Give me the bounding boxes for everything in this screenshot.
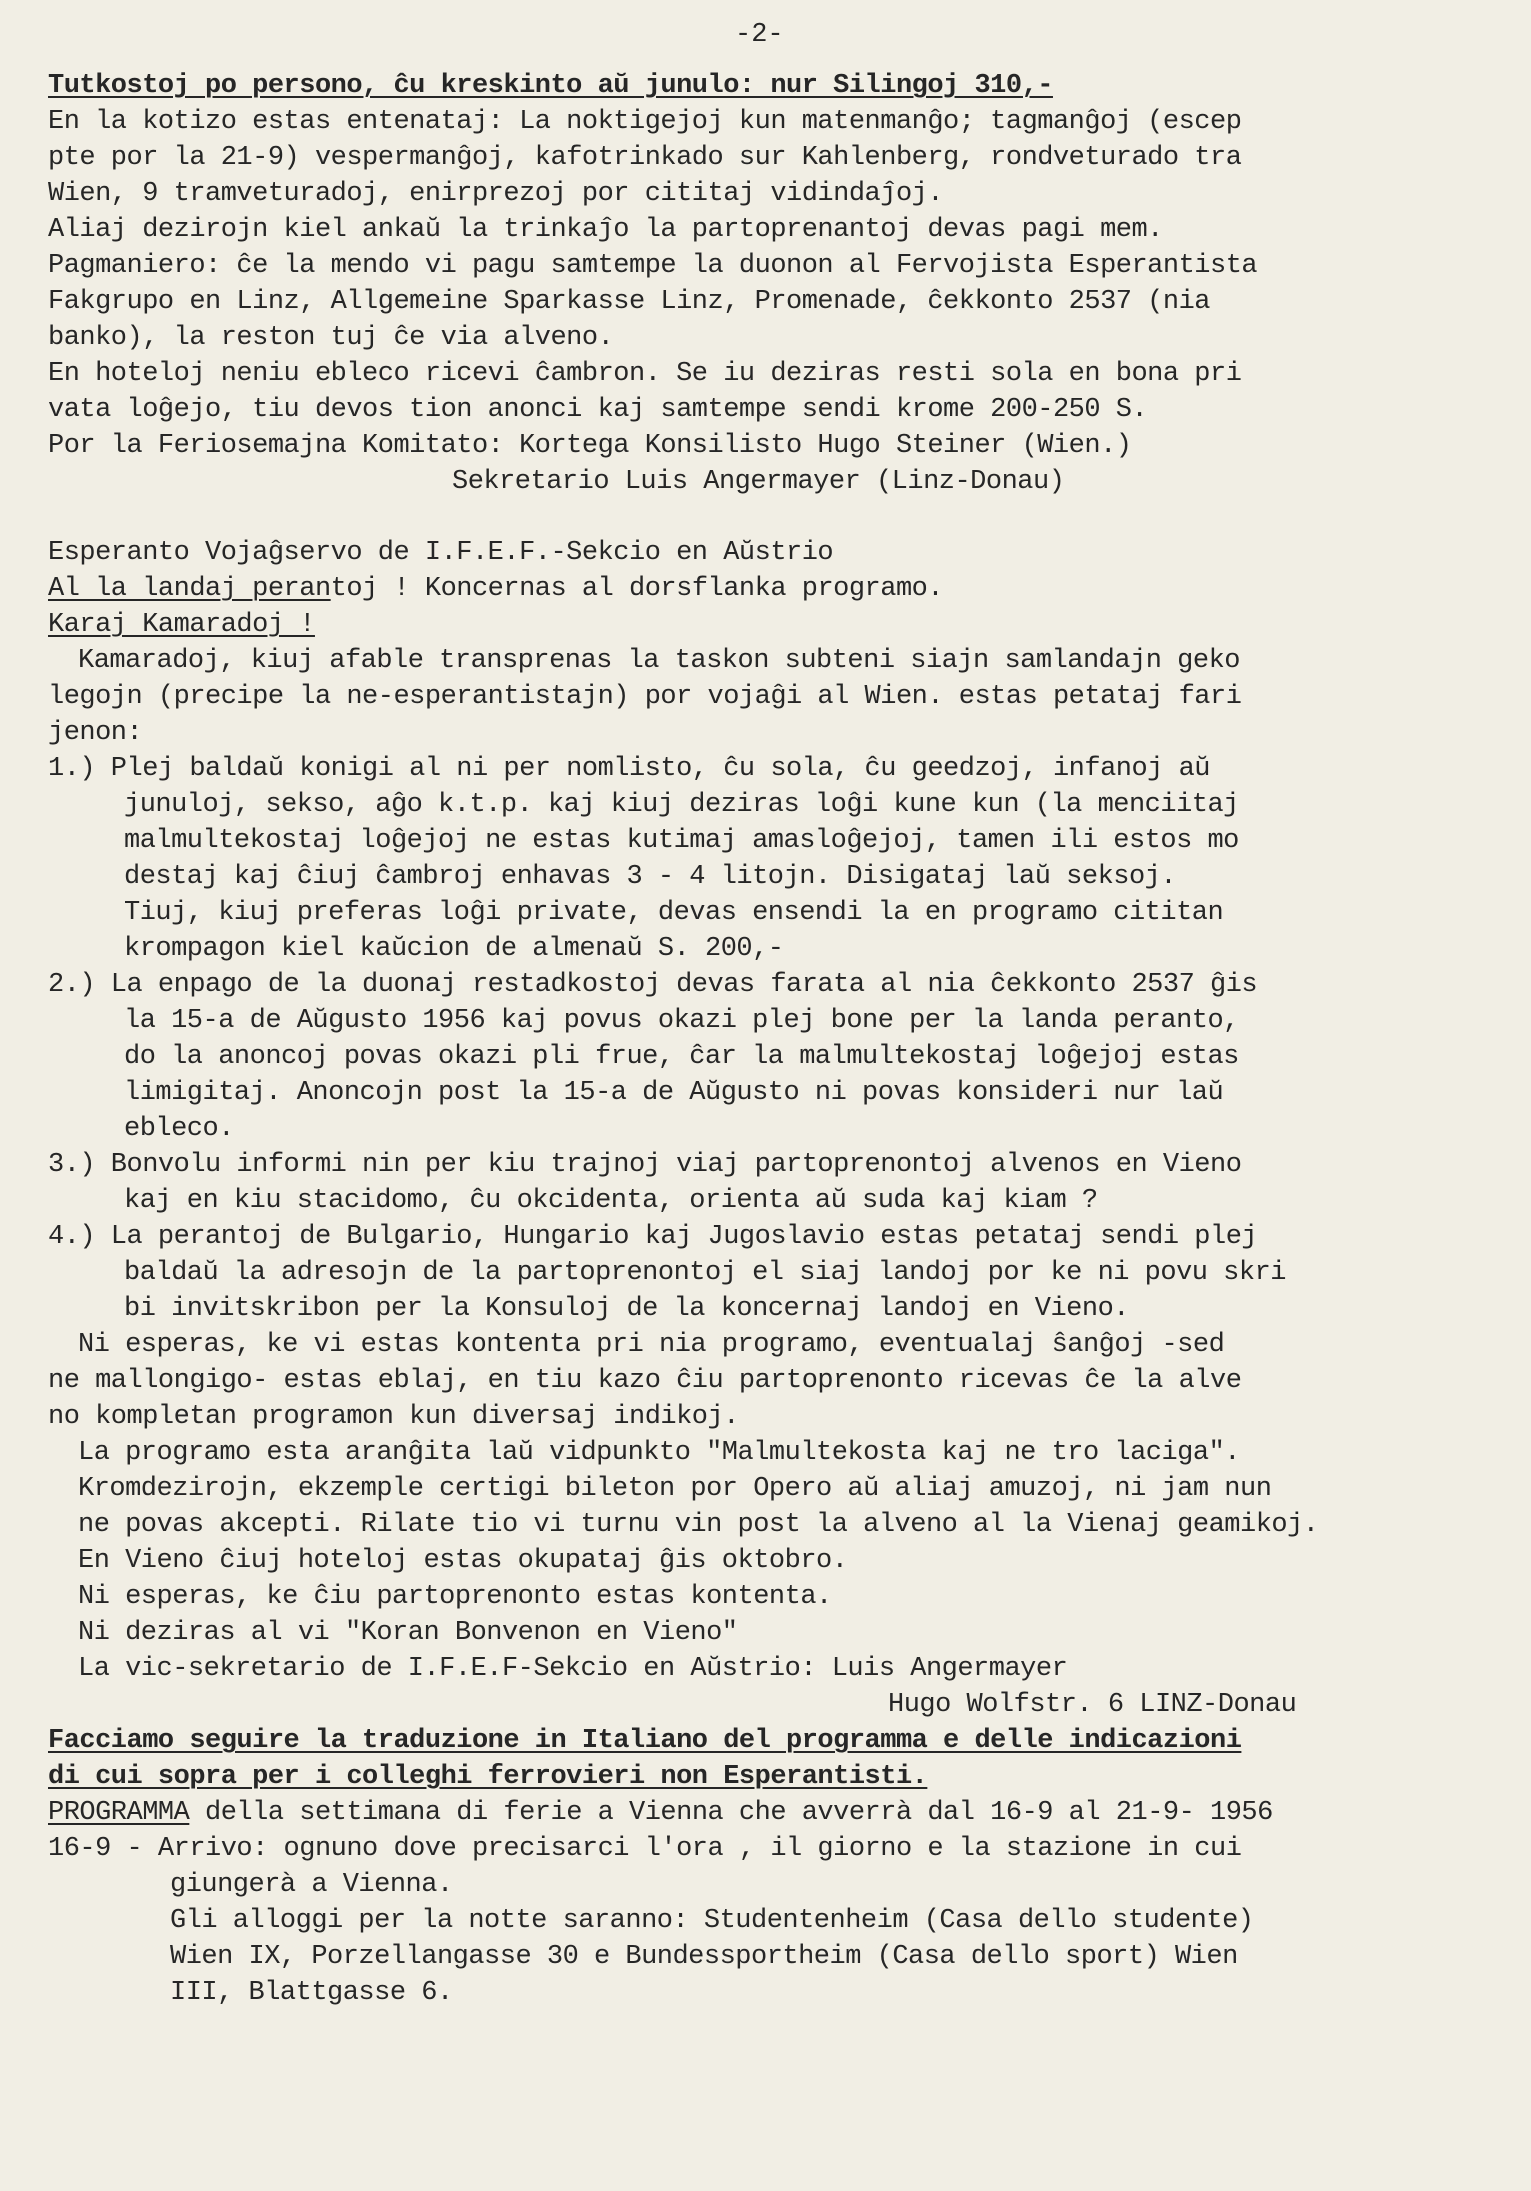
text-line: vata loĝejo, tiu devos tion anonci kaj samtempe sendi krome 200-250 S. bbox=[48, 395, 1148, 425]
text-line: Al la landaj perantoj ! Koncernas al dorsflanka programo. bbox=[48, 574, 944, 604]
text-line: Esperanto Vojaĝservo de I.F.E.F.-Sekcio en Aŭstrio bbox=[48, 538, 834, 568]
text-line: no kompletan programon kun diversaj indikoj. bbox=[48, 1402, 739, 1432]
text-line: III, Blattgasse 6. bbox=[170, 1978, 453, 2008]
text-line: Tiuj, kiuj preferas loĝi private, devas ensendi la en programo cititan bbox=[124, 898, 1224, 928]
text-line: Por la Feriosemajna Komitato: Kortega Konsilisto Hugo Steiner (Wien.) bbox=[48, 431, 1132, 461]
text-line: Fakgrupo en Linz, Allgemeine Sparkasse Linz, Promenade, ĉekkonto 2537 (nia bbox=[48, 287, 1210, 317]
text-line: pte por la 21-9) vespermanĝoj, kafotrinkado sur Kahlenberg, rondveturado tra bbox=[48, 143, 1242, 173]
text-line: En Vieno ĉiuj hoteloj estas okupataj ĝis oktobro. bbox=[78, 1546, 848, 1576]
text-line: banko), la reston tuj ĉe via alveno. bbox=[48, 323, 614, 353]
text-line: Ni esperas, ke vi estas kontenta pri nia programo, eventualaj ŝanĝoj -sed bbox=[78, 1330, 1225, 1360]
text-line: ebleco. bbox=[124, 1114, 234, 1144]
text-line: kaj en kiu stacidomo, ĉu okcidenta, orienta aŭ suda kaj kiam ? bbox=[124, 1186, 1098, 1216]
text-line: Ni esperas, ke ĉiu partoprenonto estas kontenta. bbox=[78, 1582, 832, 1612]
text-line: PROGRAMMA della settimana di ferie a Vienna che avverrà dal 16-9 al 21-9- 1956 bbox=[48, 1798, 1273, 1828]
text-line: krompagon kiel kaŭcion de almenaŭ S. 200,- bbox=[124, 934, 784, 964]
text-line: 2.) La enpago de la duonaj restadkostoj devas farata al nia ĉekkonto 2537 ĝis bbox=[48, 970, 1258, 1000]
text-line: Sekretario Luis Angermayer (Linz-Donau) bbox=[452, 467, 1065, 497]
text-line: Wien, 9 tramveturadoj, enirprezoj por cititaj vidindaĵoj. bbox=[48, 179, 944, 209]
text-line: En hoteloj neniu ebleco ricevi ĉambron. Se iu deziras resti sola en bona pri bbox=[48, 359, 1242, 389]
page-number: -2- bbox=[735, 20, 784, 50]
text-line: malmultekostaj loĝejoj ne estas kutimaj amasloĝejoj, tamen ili estos mo bbox=[124, 826, 1239, 856]
text-line: junuloj, sekso, aĝo k.t.p. kaj kiuj deziras loĝi kune kun (la menciitaj bbox=[124, 790, 1239, 820]
text-line: La programo esta aranĝita laŭ vidpunkto "Malmultekosta kaj ne tro laciga". bbox=[78, 1438, 1240, 1468]
text-line: Kamaradoj, kiuj afable transprenas la taskon subteni siajn samlandajn geko bbox=[78, 646, 1240, 676]
text-line: En la kotizo estas entenataj: La noktigejoj kun matenmanĝo; tagmanĝoj (escep bbox=[48, 107, 1242, 137]
text-line: limigitaj. Anoncojn post la 15-a de Aŭgusto ni povas konsideri nur laŭ bbox=[124, 1078, 1224, 1108]
text-line: giungerà a Vienna. bbox=[170, 1870, 453, 1900]
text-line: do la anoncoj povas okazi pli frue, ĉar la malmultekostaj loĝejoj estas bbox=[124, 1042, 1239, 1072]
text-line: bi invitskribon per la Konsuloj de la koncernaj landoj en Vieno. bbox=[124, 1294, 1129, 1324]
text-line: ne povas akcepti. Rilate tio vi turnu vin post la alveno al la Vienaj geamikoj. bbox=[78, 1510, 1319, 1540]
text-line: Tutkostoj po persono, ĉu kreskinto aŭ junulo: nur Silingoj 310,- bbox=[48, 71, 1053, 101]
text-line: di cui sopra per i colleghi ferrovieri non Esperantisti. bbox=[48, 1762, 928, 1792]
text-line: 1.) Plej baldaŭ konigi al ni per nomlisto, ĉu sola, ĉu geedzoj, infanoj aŭ bbox=[48, 754, 1210, 784]
text-line: 3.) Bonvolu informi nin per kiu trajnoj viaj partoprenontoj alvenos en Vieno bbox=[48, 1150, 1242, 1180]
text-line: jenon: bbox=[48, 718, 143, 748]
text-line: 16-9 - Arrivo: ognuno dove precisarci l'ora , il giorno e la stazione in cui bbox=[48, 1834, 1242, 1864]
text-line: Gli alloggi per la notte saranno: Studentenheim (Casa dello studente) bbox=[170, 1906, 1254, 1936]
text-line: Karaj Kamaradoj ! bbox=[48, 610, 315, 640]
text-line: Ni deziras al vi "Koran Bonvenon en Vieno" bbox=[78, 1618, 738, 1648]
text-line: Pagmaniero: ĉe la mendo vi pagu samtempe la duonon al Fervojista Esperantista bbox=[48, 251, 1258, 281]
text-line: la 15-a de Aŭgusto 1956 kaj povus okazi plej bone per la landa peranto, bbox=[124, 1006, 1239, 1036]
text-line: Wien IX, Porzellangasse 30 e Bundessportheim (Casa dello sport) Wien bbox=[170, 1942, 1238, 1972]
text-line: ne mallongigo- estas eblaj, en tiu kazo ĉiu partoprenonto ricevas ĉe la alve bbox=[48, 1366, 1242, 1396]
text-line: destaj kaj ĉiuj ĉambroj enhavas 3 - 4 litojn. Disigataj laŭ seksoj. bbox=[124, 862, 1177, 892]
text-line: La vic-sekretario de I.F.E.F-Sekcio en Aŭstrio: Luis Angermayer bbox=[78, 1654, 1068, 1684]
text-line: Aliaj dezirojn kiel ankaŭ la trinkaĵo la partoprenantoj devas pagi mem. bbox=[48, 215, 1163, 245]
text-line: Kromdezirojn, ekzemple certigi bileton por Opero aŭ aliaj amuzoj, ni jam nun bbox=[78, 1474, 1272, 1504]
text-line: Hugo Wolfstr. 6 LINZ-Donau bbox=[888, 1690, 1297, 1720]
text-line: 4.) La perantoj de Bulgario, Hungario kaj Jugoslavio estas petataj sendi plej bbox=[48, 1222, 1258, 1252]
text-line: baldaŭ la adresojn de la partoprenontoj el siaj landoj por ke ni povu skri bbox=[124, 1258, 1286, 1288]
text-line: legojn (precipe la ne-esperantistajn) por vojaĝi al Wien. estas petataj fari bbox=[48, 682, 1242, 712]
text-line: Facciamo seguire la traduzione in Italiano del programma e delle indicazioni bbox=[48, 1726, 1242, 1756]
